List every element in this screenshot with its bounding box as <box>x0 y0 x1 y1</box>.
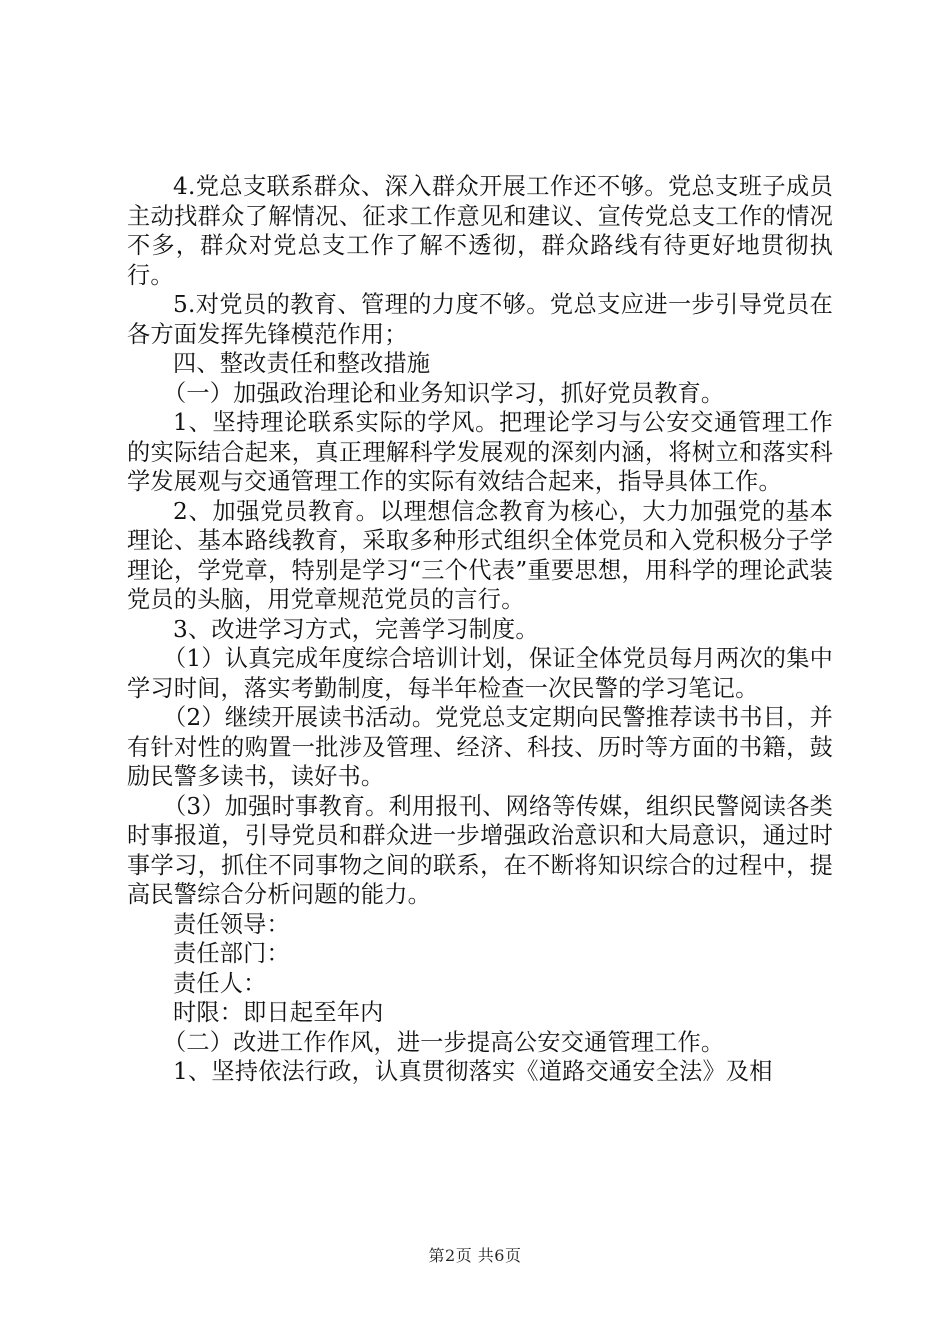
paragraph-item-5: 5.对党员的教育、管理的力度不够。党总支应进一步引导党员在各方面发挥先锋模范作用； <box>127 291 833 348</box>
deadline-line: 时限：即日起至年内 <box>173 999 384 1026</box>
paragraph-item-4: 4.党总支联系群众、深入群众开展工作还不够。党总支班子成员主动找群众了解情况、征求工作意见和建议、宣传党总支工作的情况不多，群众对党总支工作了解不透彻，群众路线有待更好地贯彻执行。 <box>127 173 833 289</box>
section-heading-four: 四、整改责任和整改措施 <box>173 350 431 377</box>
paragraph-study-style: 1、坚持理论联系实际的学风。把理论学习与公安交通管理工作的实际结合起来，真正理解科学发展观的深刻内涵，将树立和落实科学发展观与交通管理工作的实际有效结合起来，指导具体工作。 <box>127 409 833 495</box>
responsible-department-line: 责任部门： <box>173 940 290 967</box>
paragraph-lawful-administration: 1、坚持依法行政，认真贯彻落实《道路交通安全法》及相 <box>173 1058 773 1085</box>
responsible-leader-line: 责任领导： <box>173 910 290 938</box>
paragraph-study-method: 3、改进学习方式，完善学习制度。 <box>173 615 539 643</box>
paragraph-reading-activity: （2）继续开展读书活动。党党总支定期向民警推荐读书书目，并有针对性的购置一批涉及管理、经济、科技、历时等方面的书籍，鼓励民警多读书，读好书。 <box>127 704 833 790</box>
paragraph-training-plan: （1）认真完成年度综合培训计划，保证全体党员每月两次的集中学习时间，落实考勤制度，每半年检查一次民警的学习笔记。 <box>127 645 833 702</box>
responsible-person-line: 责任人： <box>173 969 267 997</box>
document-body <box>127 172 833 1087</box>
page-number-footer: 第2页 共6页 <box>428 1246 522 1265</box>
subsection-heading-one: （一）加强政治理论和业务知识学习，抓好党员教育。 <box>163 379 725 407</box>
subsection-heading-two: （二）改进工作作风，进一步提高公安交通管理工作。 <box>163 1028 725 1056</box>
paragraph-current-affairs: （3）加强时事教育。利用报刊、网络等传媒，组织民警阅读各类时事报道，引导党员和群众进一步增强政治意识和大局意识，通过时事学习，抓住不同事物之间的联系，在不断将知识综合的过程中，提高民警综合分析问题的能力。 <box>127 792 833 908</box>
paragraph-member-education: 2、加强党员教育。以理想信念教育为核心，大力加强党的基本理论、基本路线教育，采取多种形式组织全体党员和入党积极分子学理论，学党章，特别是学习“三个代表”重要思想，用科学的理论武装党员的头脑，用党章规范党员的言行。 <box>127 497 833 613</box>
